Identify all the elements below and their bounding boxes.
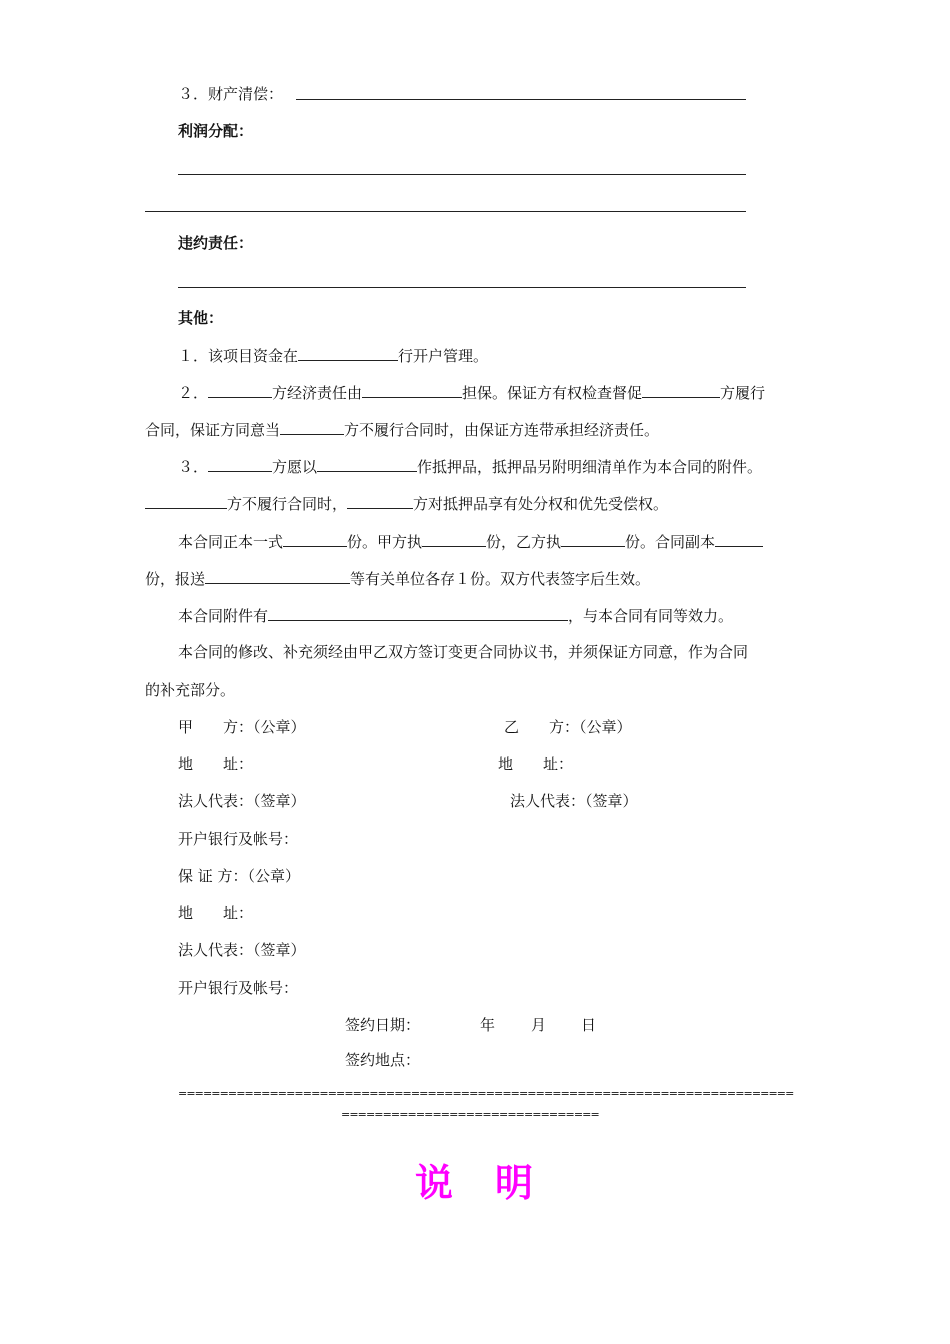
modification-line-1: 本合同的修改、补充须经由甲乙双方签订变更合同协议书，并须保证方同意，作为合同 [178,643,749,661]
party-b-seal: 乙 方：（公章） [504,718,632,736]
section-title: 说 明 [414,1161,535,1205]
blank [280,419,344,435]
guarantor-seal: 保 证 方：（公章） [178,867,301,885]
signing-date-label: 签约日期： [345,1016,421,1034]
modification-line-2: 的补充部分。 [145,681,236,699]
breach-blank [178,287,746,288]
copies-line-2: 份，报送 等有关单位各存１份。双方代表签字后生效。 [145,570,651,588]
property-blank [296,99,746,100]
signing-place-label: 签约地点： [345,1051,421,1069]
party-a-representative: 法人代表：（签章） [178,792,306,810]
blank [145,493,227,509]
signing-year: 年 [480,1016,496,1034]
blank [298,345,398,361]
other-item-3-line-1: ３． 方愿以 作抵押品，抵押品另附明细清单作为本合同的附件。 [178,458,763,476]
separator-line-1: ========================================================================== [178,1087,794,1100]
profit-blank-1 [178,174,746,175]
blank [362,382,462,398]
party-b-address: 地 址： [498,755,574,773]
blank [317,456,417,472]
signing-month: 月 [531,1016,547,1034]
blank [642,382,720,398]
breach-heading: 违约责任： [178,234,254,252]
other-item-2-line-2: 合同，保证方同意当 方不履行合同时，由保证方连带承担经济责任。 [145,421,660,439]
profit-heading: 利润分配： [178,122,254,140]
other-heading: 其他： [178,309,224,327]
other-item-2-line-1: ２． 方经济责任由 担保。保证方有权检查督促 方履行 [178,384,766,402]
party-a-bank-account: 开户银行及帐号： [178,830,299,848]
blank [715,531,763,547]
other-item-3-line-2: 方不履行合同时， 方对抵押品享有处分权和优先受偿权。 [145,493,668,514]
guarantor-bank-account: 开户银行及帐号： [178,979,299,997]
blank [422,531,486,547]
blank [208,456,272,472]
property-line [178,84,283,104]
signing-day: 日 [581,1016,597,1034]
blank [283,531,347,547]
guarantor-address: 地 址： [178,904,254,922]
profit-blank-2 [145,211,746,212]
blank [205,568,350,584]
party-b-representative: 法人代表：（签章） [510,792,638,810]
blank [208,382,272,398]
blank [268,605,568,621]
other-item-1: １．该项目资金在 行开户管理。 [178,347,489,365]
separator-line-2: =============================== [341,1108,599,1121]
blank [347,493,413,509]
party-a-address: 地 址： [178,755,254,773]
party-a-seal: 甲 方：（公章） [178,718,306,736]
attachments-line: 本合同附件有 ，与本合同有同等效力。 [178,607,734,625]
property-label: ３．财产清偿： [178,85,284,103]
guarantor-representative: 法人代表：（签章） [178,941,306,959]
copies-line-1: 本合同正本一式 份。甲方执 份，乙方执 份。合同副本 [178,531,763,552]
blank [561,531,625,547]
